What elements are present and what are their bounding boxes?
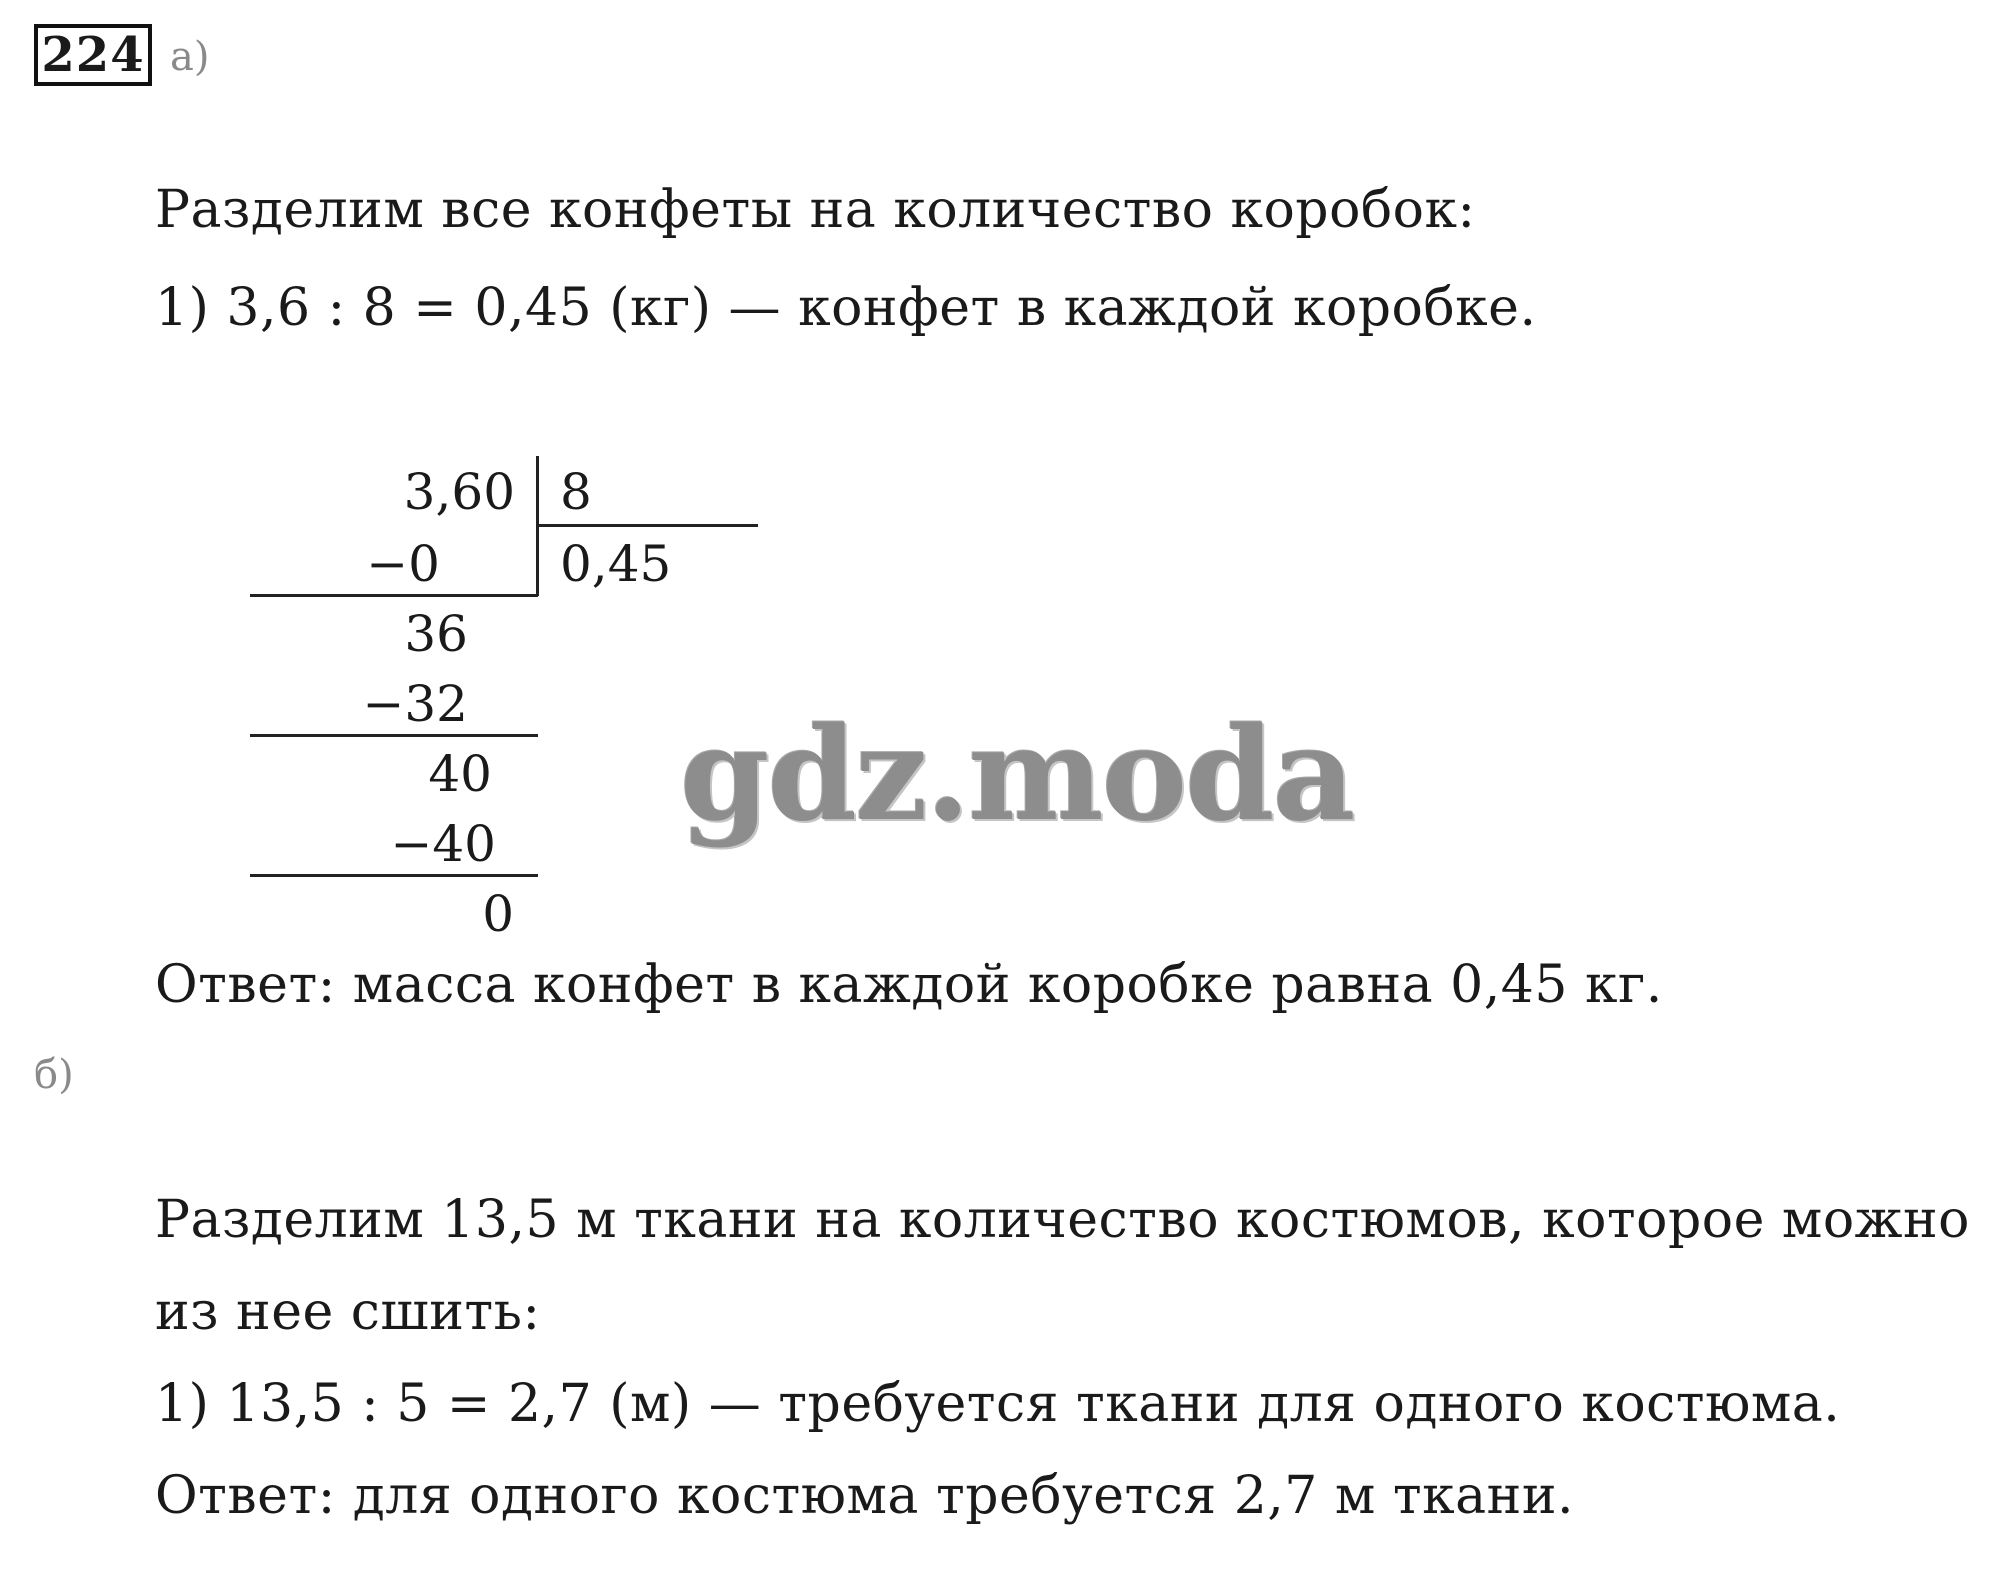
part-b-label: б) xyxy=(34,1052,74,1098)
division-line-1 xyxy=(250,594,538,597)
division-quotient: 0,45 xyxy=(560,535,672,593)
division-row-4: 40 xyxy=(428,745,492,803)
division-row-3: −32 xyxy=(362,675,468,733)
part-b-intro-line2: из нее сшить: xyxy=(155,1282,541,1342)
division-dividend: 3,60 xyxy=(403,463,515,521)
part-b-step1: 1) 13,5 : 5 = 2,7 (м) — требуется ткани для одного костюма. xyxy=(155,1374,1841,1434)
part-a-step1: 1) 3,6 : 8 = 0,45 (кг) — конфет в каждой коробке. xyxy=(155,278,1537,338)
division-row-5: −40 xyxy=(390,815,496,873)
division-row-2: 36 xyxy=(404,605,468,663)
watermark-logo: gdz.moda xyxy=(680,700,1354,850)
division-line-2 xyxy=(250,734,538,737)
division-divisor: 8 xyxy=(560,463,592,521)
division-line-3 xyxy=(250,874,538,877)
division-row-6: 0 xyxy=(482,885,514,943)
divisor-underline xyxy=(538,524,758,527)
part-b-answer: Ответ: для одного костюма требуется 2,7 м ткани. xyxy=(155,1466,1575,1526)
part-a-intro: Разделим все конфеты на количество коробок: xyxy=(155,180,1476,240)
part-a-answer: Ответ: масса конфет в каждой коробке равна 0,45 кг. xyxy=(155,955,1663,1015)
part-b-intro-line1: Разделим 13,5 м ткани на количество костюмов, которое можно xyxy=(155,1190,1970,1250)
task-number: 224 xyxy=(34,24,152,86)
division-row-1: −0 xyxy=(366,535,440,593)
part-a-label: а) xyxy=(170,34,210,80)
